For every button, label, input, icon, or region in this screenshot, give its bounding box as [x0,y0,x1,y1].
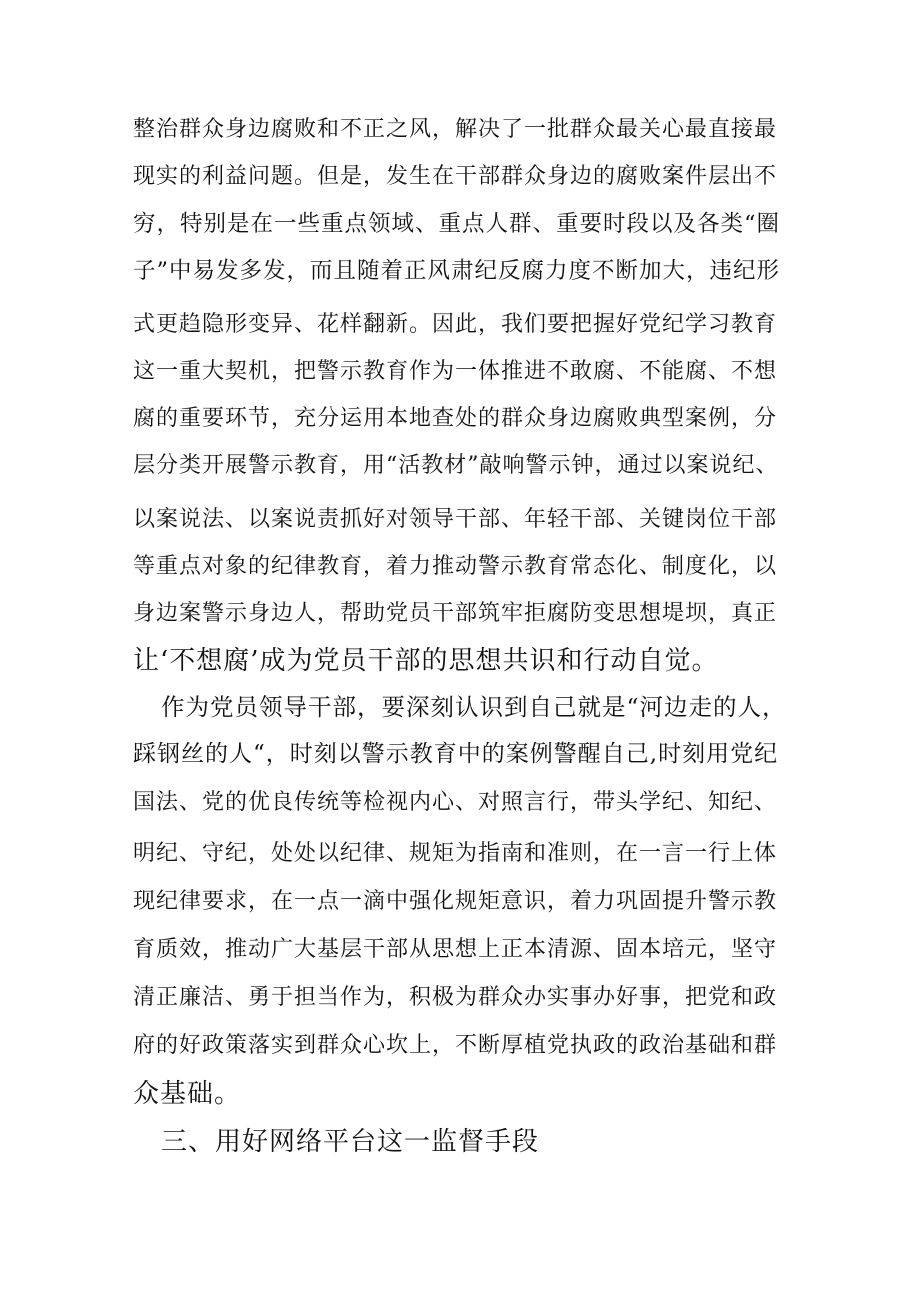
paragraph-2-line-7: 清正廉洁、勇于担当作为，积极为群众办实事办好事，把党和政 [133,985,778,1010]
paragraph-2-line-6: 育质效，推动广大基层干部从思想上正本清源、固本培元，坚守 [133,937,778,962]
paragraph-2-line-5: 现纪律要求，在一点一滴中强化规矩意识，着力巩固提升警示教 [133,889,778,914]
paragraph-2-line-9: 众基础。 [133,1079,242,1109]
paragraph-1-line-12: 让‘不想腐’成为党员干部的思想共识和行动自觉。 [133,646,719,676]
paragraph-1-line-7: 腐的重要环节，充分运用本地查处的群众身边腐败典型案例，分 [133,406,778,431]
paragraph-2-line-4: 明纪、守纪，处处以纪律、规矩为指南和准则，在一言一行上体 [133,841,778,866]
paragraph-1-line-9: 以案说法、以案说责抓好对领导干部、年轻干部、关键岗位干部 [133,507,778,532]
paragraph-1-line-11: 身边案警示身边人，帮助党员干部筑牢拒腐防变思想堤坝，真正 [133,601,778,626]
paragraph-2-line-1: 作为党员领导干部，要深刻认识到自己就是“河边走的人， [161,693,787,721]
paragraph-2-line-2: 踩钢丝的人“，时刻以警示教育中的案例警醒自己,时刻用党纪 [133,741,779,767]
paragraph-1-line-6: 这一重大契机，把警示教育作为一体推进不敢腐、不能腐、不想 [133,359,778,384]
paragraph-2-line-8: 府的好政策落实到群众心坎上，不断厚植党执政的政治基础和群 [133,1033,778,1058]
section-heading: 三、用好网络平台这一监督手段 [161,1127,540,1157]
paragraph-1-line-1: 整治群众身边腐败和不正之风，解决了一批群众最关心最直接最 [133,117,778,142]
paragraph-2-line-3: 国法、党的优良传统等检视内心、对照言行，带头学纪、知纪、 [133,790,778,815]
paragraph-1-line-3: 穷，特别是在一些重点领域、重点人群、重要时段以及各类“圈 [133,211,781,237]
paragraph-1-line-4: 子”中易发多发，而且随着正风肃纪反腐力度不断加大，违纪形 [133,258,781,284]
paragraph-1-line-10: 等重点对象的纪律教育，着力推动警示教育常态化、制度化，以 [133,554,778,579]
paragraph-1-line-2: 现实的利益问题。但是，发生在干部群众身边的腐败案件层出不 [133,164,778,189]
paragraph-1-line-8: 层分类开展警示教育，用“活教材”敲响警示钟，通过以案说纪、 [133,453,779,478]
paragraph-1-line-5: 式更趋隐形变异、花样翻新。因此，我们要把握好党纪学习教育 [133,312,778,337]
